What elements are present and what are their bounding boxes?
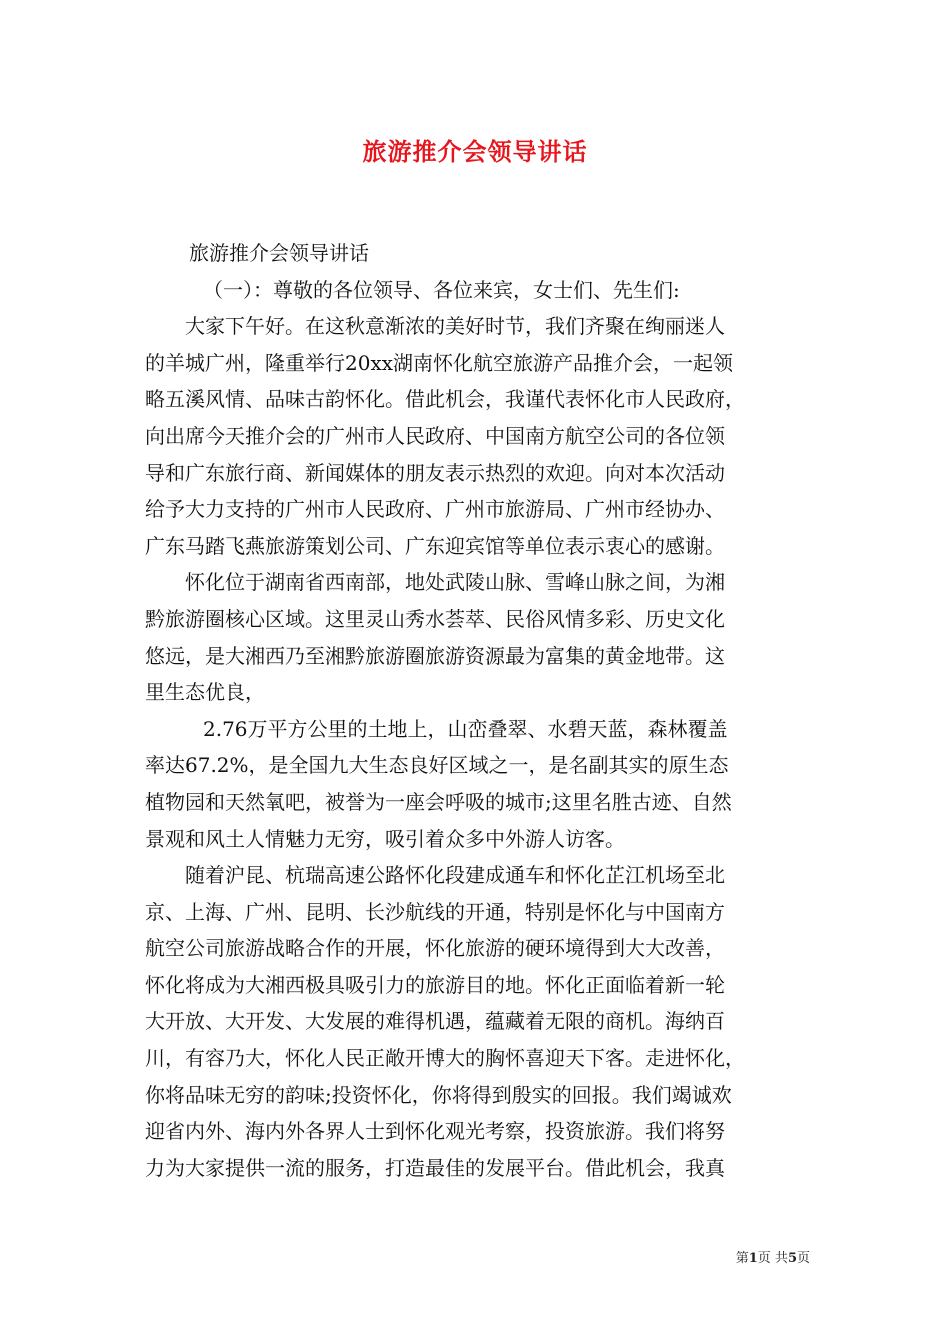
paragraph-line: 略五溪风情、品味古韵怀化。借此机会，我谨代表怀化市人民政府， xyxy=(145,387,745,412)
paragraph-line: 里生态优良， xyxy=(145,680,265,705)
paragraph-line: 怀化将成为大湘西极具吸引力的旅游目的地。怀化正面临着新一轮 xyxy=(145,972,725,997)
page-footer xyxy=(700,1247,810,1266)
footer-suffix: 页 xyxy=(796,1251,810,1266)
paragraph-line: 给予大力支持的广州市人民政府、广州市旅游局、广州市经协办、 xyxy=(145,497,725,522)
paragraph-line: 导和广东旅行商、新闻媒体的朋友表示热烈的欢迎。向对本次活动 xyxy=(145,460,725,485)
total-pages-number: 5 xyxy=(787,1251,797,1266)
paragraph-line: 京、上海、广州、昆明、长沙航线的开通，特别是怀化与中国南方 xyxy=(145,899,725,924)
paragraph-line: 你将品味无穷的韵味;投资怀化，你将得到殷实的回报。我们竭诚欢 xyxy=(145,1082,732,1107)
paragraph-line: 的羊城广州，隆重举行20xx湖南怀化航空旅游产品推介会，一起领 xyxy=(145,350,734,375)
paragraph-line: 怀化位于湖南省西南部，地处武陵山脉、雪峰山脉之间，为湘 xyxy=(185,570,725,595)
footer-middle: 页 共 xyxy=(757,1251,788,1266)
paragraph-line: 植物园和天然氧吧，被誉为一座会呼吸的城市;这里名胜古迹、自然 xyxy=(145,789,732,814)
current-page-number: 1 xyxy=(748,1251,758,1266)
page-title: 旅游推介会领导讲话 xyxy=(362,137,588,166)
salutation-line: （一）：尊敬的各位领导、各位来宾，女士们、先生们: xyxy=(203,277,680,302)
paragraph-line: 景观和风土人情魅力无穷，吸引着众多中外游人访客。 xyxy=(145,826,625,851)
paragraph-line: 大开放、大开发、大发展的难得机遇，蕴藏着无限的商机。海纳百 xyxy=(145,1009,725,1034)
paragraph-line: 悠远，是大湘西乃至湘黔旅游圈旅游资源最为富集的黄金地带。这 xyxy=(145,643,725,668)
footer-prefix: 第 xyxy=(735,1251,749,1266)
paragraph-line: 力为大家提供一流的服务，打造最佳的发展平台。借此机会，我真 xyxy=(145,1155,725,1180)
paragraph-line: 向出席今天推介会的广州市人民政府、中国南方航空公司的各位领 xyxy=(145,423,725,448)
paragraph-line: 黔旅游圈核心区域。这里灵山秀水荟萃、民俗风情多彩、历史文化 xyxy=(145,606,725,631)
paragraph-line: 川，有容乃大，怀化人民正敞开博大的胸怀喜迎天下客。走进怀化， xyxy=(145,1046,745,1071)
document-body xyxy=(145,235,810,1186)
paragraph-line: 大家下午好。在这秋意渐浓的美好时节，我们齐聚在绚丽迷人 xyxy=(185,314,725,339)
paragraph-line: 随着沪昆、杭瑞高速公路怀化段建成通车和怀化芷江机场至北 xyxy=(185,863,725,888)
paragraph-line: 广东马踏飞燕旅游策划公司、广东迎宾馆等单位表示衷心的感谢。 xyxy=(145,533,725,558)
paragraph-line: 率达67.2%，是全国九大生态良好区域之一，是名副其实的原生态 xyxy=(145,753,729,778)
subtitle-line: 旅游推介会领导讲话 xyxy=(189,241,369,265)
paragraph-line: 迎省内外、海内外各界人士到怀化观光考察，投资旅游。我们将努 xyxy=(145,1119,725,1144)
paragraph-line: 航空公司旅游战略合作的开展，怀化旅游的硬环境得到大大改善， xyxy=(145,936,725,961)
paragraph-line: 2.76万平方公里的土地上，山峦叠翠、水碧天蓝，森林覆盖 xyxy=(203,716,728,741)
